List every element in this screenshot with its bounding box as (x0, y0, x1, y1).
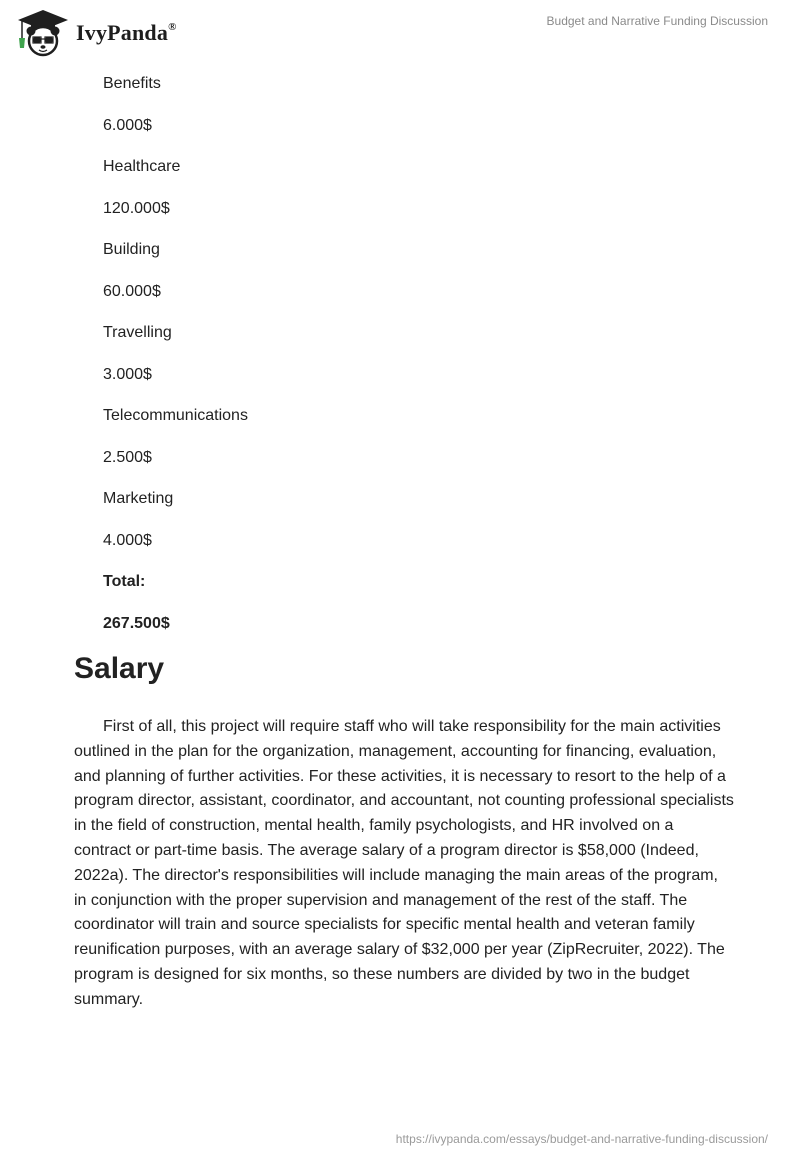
section-heading-salary: Salary (74, 652, 165, 685)
budget-value: 120.000$ (103, 199, 170, 217)
brand-name: IvyPanda® (76, 20, 177, 45)
budget-value: 60.000$ (103, 282, 161, 300)
document-title: Budget and Narrative Funding Discussion (546, 14, 768, 28)
brand-logo[interactable] (14, 8, 177, 58)
budget-label: Travelling (103, 324, 172, 341)
budget-total-label: Total: (103, 573, 146, 590)
salary-paragraph: First of all, this project will require staff who will take responsibility for the main activities outlined in the plan for the organization, management, accounting for financing, evaluation, and planning of further activities. For these activities, it is necessary to resort to the help of a program director, assistant, coordinator, and accountant, not counting professional specialists in the field of construction, mental health, family psychologists, and HR involved on a contract or part-time basis. The average salary of a program director is $58,000 (Indeed, 2022a). The director's responsibilities will include managing the main areas of the program, in conjunction with the proper supervision and management of the rest of the staff. The coordinator will train and source specialists for specific mental health and veteran family reunification purposes, with an average salary of $32,000 per year (ZipRecruiter, 2022). The program is designed for six months, so these numbers are divided by two in the budget summary. (74, 718, 734, 1008)
budget-value: 6.000$ (103, 116, 152, 134)
budget-value: 3.000$ (103, 365, 152, 383)
budget-total-value: 267.500$ (103, 614, 170, 632)
panda-graduate-icon (14, 8, 72, 58)
budget-table (103, 74, 703, 655)
budget-label: Benefits (103, 75, 161, 92)
budget-value: 4.000$ (103, 531, 152, 549)
budget-label: Healthcare (103, 158, 181, 175)
source-url[interactable]: https://ivypanda.com/essays/budget-and-narrative-funding-discussion/ (395, 1132, 768, 1146)
budget-label: Marketing (103, 490, 174, 507)
budget-value: 2.500$ (103, 448, 152, 466)
budget-label: Building (103, 241, 160, 258)
budget-label: Telecommunications (103, 407, 248, 424)
page-header (0, 0, 800, 64)
